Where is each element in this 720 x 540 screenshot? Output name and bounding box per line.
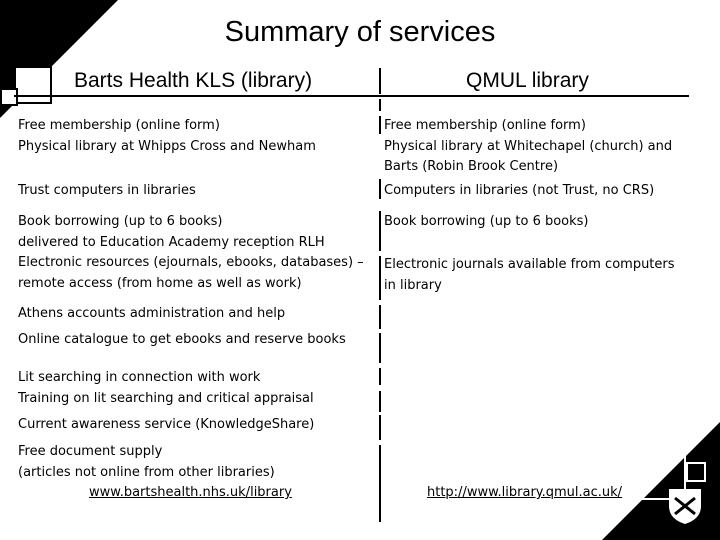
column-divider <box>379 99 381 111</box>
column-header-qmul: QMUL library <box>466 69 589 92</box>
cell-right-ejournals: Electronic journals available from computers in library <box>384 257 675 293</box>
cell-right-computers: Computers in libraries (not Trust, no CRS) <box>384 183 655 198</box>
column-divider <box>379 211 381 251</box>
cell-right-membership: Free membership (online form) Physical library at Whitechapel (church) and Barts (Robin Brook Centre) <box>384 118 673 174</box>
university-crest-icon <box>666 486 704 526</box>
column-divider <box>379 391 381 412</box>
cell-left-athens: Athens accounts administration and help <box>18 306 286 321</box>
cell-right-borrowing: Book borrowing (up to 6 books) <box>384 214 589 229</box>
decorative-square <box>14 66 52 104</box>
column-divider <box>379 445 381 522</box>
page-title: Summary of services <box>224 16 496 48</box>
column-divider <box>379 256 381 300</box>
cell-left-computers: Trust computers in libraries <box>18 183 196 198</box>
cell-left-document-supply: Free document supply (articles not online from other libraries) <box>18 444 275 480</box>
decorative-square-small <box>686 462 706 482</box>
column-divider <box>379 68 381 94</box>
barts-library-link[interactable]: www.bartshealth.nhs.uk/library <box>89 485 292 500</box>
column-divider <box>379 333 381 363</box>
column-divider <box>379 368 381 385</box>
cell-left-lit-searching: Lit searching in connection with work Training on lit searching and critical appraisal <box>18 370 314 406</box>
header-divider <box>14 95 689 97</box>
decorative-square-small <box>0 88 18 106</box>
cell-left-current-awareness: Current awareness service (KnowledgeShare) <box>18 417 315 432</box>
column-divider <box>379 305 381 329</box>
cell-left-membership: Free membership (online form) Physical library at Whipps Cross and Newham <box>18 118 316 154</box>
column-header-barts: Barts Health KLS (library) <box>74 69 313 92</box>
column-divider <box>379 179 381 199</box>
qmul-library-link[interactable]: http://www.library.qmul.ac.uk/ <box>427 485 623 500</box>
cell-left-catalogue: Online catalogue to get ebooks and reserve books <box>18 332 346 347</box>
column-divider <box>379 116 381 134</box>
column-divider <box>379 415 381 440</box>
cell-left-borrowing: Book borrowing (up to 6 books) delivered to Education Academy reception RLH Electronic resources (ejournals, ebooks, databases) – remote access (from home as well as work) <box>18 214 364 291</box>
